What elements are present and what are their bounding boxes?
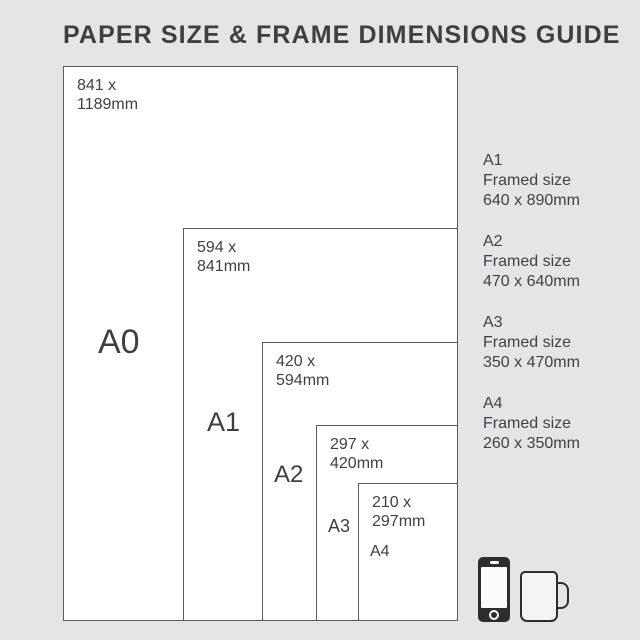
legend-size: A4: [483, 395, 503, 412]
phone-screen: [481, 567, 507, 608]
phone-home-button: [489, 610, 499, 620]
dimension-line: 594 x: [197, 239, 237, 256]
dimension-line: 420mm: [330, 455, 384, 472]
dimension-line: 841mm: [197, 258, 251, 275]
legend-entry-a1: [483, 151, 580, 211]
legend-entry-a3: [483, 313, 580, 373]
page-title: PAPER SIZE & FRAME DIMENSIONS GUIDE: [63, 21, 621, 49]
phone-speaker: [490, 561, 499, 564]
paper-rect-a4: [358, 483, 458, 621]
paper-dimensions-a1: [197, 238, 250, 276]
dimension-line: 210 x: [372, 494, 412, 511]
legend-framed-label: Framed size: [483, 334, 572, 351]
paper-label-a2: A2: [274, 461, 304, 488]
legend-dimensions: 350 x 470mm: [483, 354, 580, 371]
legend-dimensions: 260 x 350mm: [483, 435, 580, 452]
legend-entry-a4: [483, 394, 580, 454]
paper-label-a1: A1: [207, 407, 241, 437]
paper-dimensions-a2: [276, 352, 329, 390]
paper-label-a3: A3: [328, 516, 351, 536]
dimension-line: 594mm: [276, 372, 330, 389]
legend-size: A1: [483, 152, 503, 169]
legend-dimensions: 640 x 890mm: [483, 192, 580, 209]
paper-dimensions-a0: [77, 76, 138, 114]
paper-dimensions-a4: [372, 493, 425, 531]
dimension-line: 841 x: [77, 77, 117, 94]
legend-dimensions: 470 x 640mm: [483, 273, 580, 290]
smartphone-icon: [478, 557, 510, 622]
framed-size-legend: [483, 151, 580, 475]
dimension-line: 1189mm: [77, 96, 139, 113]
legend-entry-a2: [483, 232, 580, 292]
legend-framed-label: Framed size: [483, 415, 572, 432]
legend-framed-label: Framed size: [483, 172, 572, 189]
mug-body: [520, 571, 558, 622]
legend-size: A2: [483, 233, 503, 250]
paper-label-a4: A4: [370, 543, 390, 560]
dimension-line: 297 x: [330, 436, 370, 453]
paper-label-a0: A0: [98, 323, 140, 361]
legend-size: A3: [483, 314, 503, 331]
paper-dimensions-a3: [330, 435, 383, 473]
dimension-line: 420 x: [276, 353, 316, 370]
legend-framed-label: Framed size: [483, 253, 572, 270]
dimension-line: 297mm: [372, 513, 426, 530]
mug-icon: [520, 571, 574, 622]
